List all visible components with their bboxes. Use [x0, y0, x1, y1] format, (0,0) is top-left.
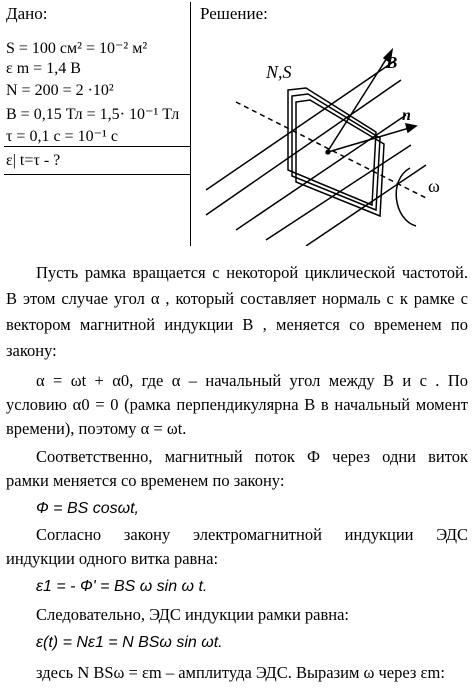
formula-flux: Ф = BS cosωt,	[36, 500, 139, 517]
given-separator	[4, 146, 190, 147]
paragraph-line: В этом случае угол α , который составляет нормаль c к рамке с	[6, 289, 468, 308]
given-turns: N = 200 = 2 ·10²	[6, 82, 114, 99]
given-title: Дано:	[6, 4, 48, 23]
given-time: τ = 0,1 с = 10⁻¹ с	[6, 128, 118, 145]
paragraph-line: индукции одного витка равна:	[6, 549, 219, 568]
paragraph-line: Согласно закону электромагнитной индукции ЭДС	[36, 525, 468, 544]
normal-label: n	[402, 107, 411, 124]
formula-emf-one-turn: ε1 = - Ф' = BS ω sin ω t.	[36, 578, 208, 595]
given-area: S = 100 см² = 10⁻² м²	[6, 40, 148, 57]
paragraph-line: условию α0 = 0 (рамка перпендикулярна B в начальный момент	[6, 395, 468, 414]
paragraph-line: α = ωt + α0, где α – начальный угол между B и c . По	[36, 371, 468, 390]
paragraph-line: рамки меняется со временем по закону:	[6, 471, 285, 490]
given-panel	[4, 2, 191, 246]
normal-arrow-head	[406, 124, 416, 132]
coil-turn	[296, 100, 384, 216]
paragraph-line: здесь N BSω = εm – амплитуда ЭДС. Выразим ω через εm:	[36, 663, 445, 682]
given-induction: B = 0,15 Тл = 1,5· 10⁻¹ Тл	[6, 106, 180, 123]
axis-center	[325, 149, 330, 154]
paragraph-line: вектором магнитной индукции B , меняется со временем по	[6, 315, 468, 334]
coil-in-field-diagram	[196, 30, 474, 246]
formula-emf-frame: ε(t) = Nε1 = N BSω sin ωt.	[36, 634, 223, 651]
given-emf-max: ε m = 1,4 В	[6, 60, 81, 77]
paragraph-line: Соответственно, магнитный поток Ф через одни виток	[36, 447, 468, 466]
paragraph-line: Следовательно, ЭДС индукции рамки равна:	[36, 605, 350, 624]
given-unknown: ε| t=τ - ?	[6, 152, 61, 169]
solution-title: Решение:	[200, 4, 268, 23]
field-line	[206, 60, 396, 190]
paragraph-line: времени), поэтому α = ωt.	[6, 419, 187, 438]
omega-label: ω	[428, 176, 440, 196]
paragraph-line: Пусть рамка вращается с некоторой циклической частотой.	[36, 263, 468, 282]
field-label: B	[386, 53, 398, 72]
rotation-arc	[396, 168, 416, 226]
paragraph-line: закону:	[6, 341, 57, 360]
given-separator-bottom	[4, 174, 190, 175]
coil-label: N,S	[266, 62, 292, 82]
